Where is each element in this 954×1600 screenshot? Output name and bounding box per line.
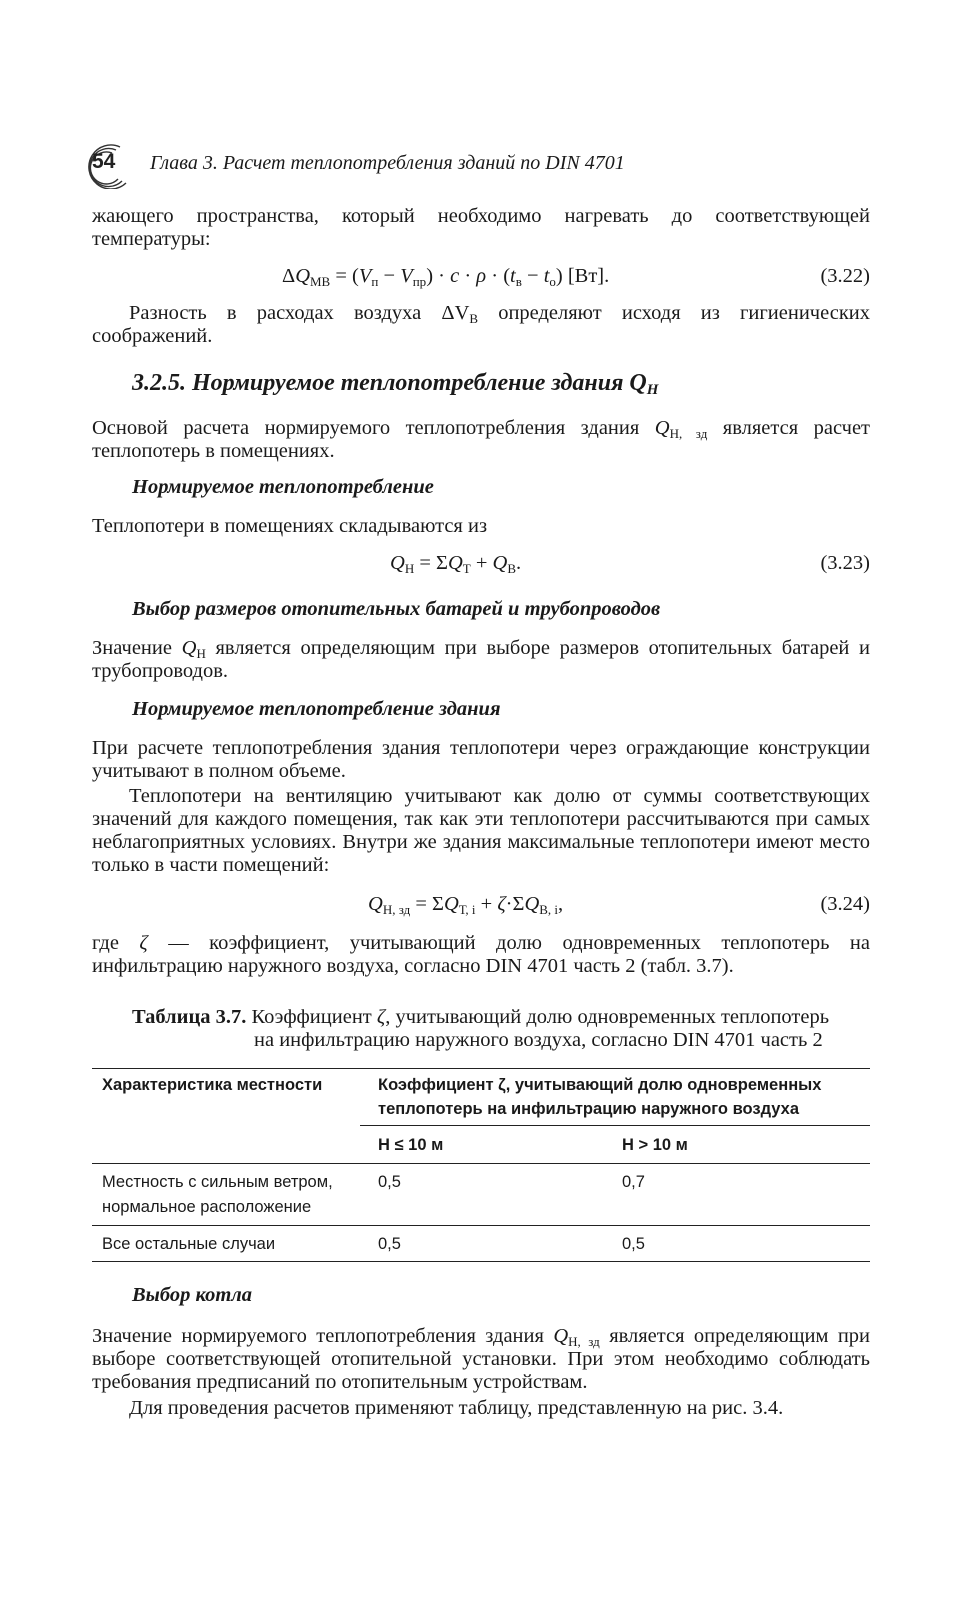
paragraph-3: Основой расчета нормируемого теплопотребления здания $Q_{Н, зд}$ является расчет теплопотерь в помещениях. <box>92 417 871 462</box>
table-caption-line-2: на инфильтрацию наружного воздуха, согласно DIN 4701 часть 2 <box>254 1029 823 1051</box>
subheading-3: Нормируемое теплопотребление здания <box>132 698 501 720</box>
paragraph-2-text: Разность в расходах воздуха ΔV <box>129 302 470 324</box>
table-caption-line-1: Таблица 3.7. Коэффициент ζ, учитывающий долю одновременных теплопотерь <box>132 1006 830 1028</box>
paragraph-8-text-a: где <box>92 932 119 954</box>
paragraph-9-text-a: Значение нормируемого теплопотребления здания <box>92 1325 544 1347</box>
paragraph-1: жающего пространства, который необходимо нагревать до соответствующей температуры: <box>92 205 870 250</box>
formula-number-3-24: (3.24) <box>820 893 870 915</box>
table-cell-region-cont: нормальное расположение <box>102 1198 312 1216</box>
table-header-coefficient-b: теплопотерь на инфильтрацию наружного воздуха <box>378 1100 799 1118</box>
table-cell-value: 0,5 <box>378 1235 401 1253</box>
section-title: Нормируемое теплопотребление здания Q <box>192 370 647 396</box>
paragraph-6: При расчете теплопотребления здания теплопотери через ограждающие конструкции учитывают в полном объеме. <box>92 737 870 782</box>
paragraph-2: Разность в расходах воздуха $\Delta V_В$ определяют исходя из гигиенических соображений. <box>92 302 870 347</box>
page-header <box>80 143 880 189</box>
paragraph-4: Теплопотери в помещениях складываются из <box>92 515 488 537</box>
subheading-4: Выбор котла <box>132 1284 253 1306</box>
chapter-title: Глава 3. Расчет теплопотребления зданий по DIN 4701 <box>150 152 625 174</box>
formula-3-23: $Q_Н = \Sigma Q_Т + Q_В$. <box>390 552 522 576</box>
table-caption-text-b: , учитывающий долю одновременных теплопотерь <box>385 1006 830 1028</box>
paragraph-8-text-b: — коэффициент, учитывающий долю одновременных теплопотерь на инфильтрацию наружного воздуха, согласно DIN 4701 часть 2 (табл. 3.7). <box>92 932 870 977</box>
section-number: 3.2.5. <box>132 370 186 396</box>
formula-number-3-23: (3.23) <box>820 552 870 574</box>
table-top-rule <box>92 1068 870 1069</box>
section-heading: 3.2.5. Нормируемое теплопотребление здания $Q_Н$ <box>132 370 659 398</box>
page-number: 54 <box>92 150 116 173</box>
table-caption-text-a: Коэффициент <box>251 1006 372 1028</box>
paragraph-5: Значение $Q_Н$ является определяющим при выборе размеров отопительных батарей и трубопроводов. <box>92 637 871 682</box>
paragraph-3-text-a: Основой расчета нормируемого теплопотребления здания <box>92 417 640 439</box>
formula-3-24: $Q_{Н, зд} = \Sigma Q_{Т, i} + \zeta\cdot\Sigma Q_{В, i}$, <box>368 893 564 917</box>
paragraph-8: где ζ — коэффициент, учитывающий долю одновременных теплопотерь на инфильтрацию наружного воздуха, согласно DIN 4701 часть 2 (табл. 3.7). <box>92 932 870 977</box>
table-cell-value: 0,7 <box>622 1173 645 1191</box>
table-header-region: Характеристика местности <box>102 1076 323 1094</box>
table-cell-region: Местность с сильным ветром, <box>102 1173 333 1191</box>
table-header-coefficient-a: Коэффициент ζ, учитывающий долю одновременных <box>378 1076 822 1094</box>
subheading-1: Нормируемое теплопотребление <box>132 476 434 498</box>
table-cell-value: 0,5 <box>622 1235 645 1253</box>
paragraph-7: Теплопотери на вентиляцию учитывают как долю от суммы соответствующих значений для каждого помещения, так как эти теплопотери рассчитываются при самых неблагоприятных условиях. Внутри же здания максимальные теплопотери имеют место только в части помещений: <box>92 785 870 876</box>
table-cell-region: Все остальные случаи <box>102 1235 276 1253</box>
subheading-2: Выбор размеров отопительных батарей и трубопроводов <box>132 598 661 620</box>
table-subheader-rule <box>92 1163 870 1164</box>
table-header-rule <box>360 1125 870 1126</box>
paragraph-3-text-b: является расчет теплопотерь в помещениях. <box>92 417 871 462</box>
table-caption-label: Таблица 3.7. <box>132 1006 247 1028</box>
table-subheader-h-gt-10: H > 10 м <box>622 1136 688 1154</box>
paragraph-5-text-b: является определяющим при выборе размеров отопительных батарей и трубопроводов. <box>92 637 871 682</box>
paragraph-10: Для проведения расчетов применяют таблицу, представленную на рис. 3.4. <box>129 1397 784 1419</box>
table-cell-value: 0,5 <box>378 1173 401 1191</box>
formula-3-22: $\Delta Q_{МВ} = (V_п - V_{пр}) \cdot c \cdot \rho \cdot (t_в - t_о)$ [Вт]. <box>282 265 610 289</box>
table-caption <box>132 1006 872 1052</box>
paragraph-9: Значение нормируемого теплопотребления здания $Q_{Н, зд}$ является определяющим при выборе соответствующей отопительной установки. При этом необходимо соблюдать требования предписаний по отопительным устройствам. <box>92 1325 871 1393</box>
paragraph-5-text-a: Значение <box>92 637 172 659</box>
table-bottom-rule <box>92 1261 870 1262</box>
table-row-rule <box>92 1225 870 1226</box>
page-number-ornament <box>80 143 140 189</box>
table-subheader-h-le-10: H ≤ 10 м <box>378 1136 444 1154</box>
formula-number-3-22: (3.22) <box>820 265 870 287</box>
paragraph-9-text-b: является определяющим при выборе соответствующей отопительной установки. При этом необходимо соблюдать требования предписаний по отопительным устройствам. <box>92 1325 871 1393</box>
